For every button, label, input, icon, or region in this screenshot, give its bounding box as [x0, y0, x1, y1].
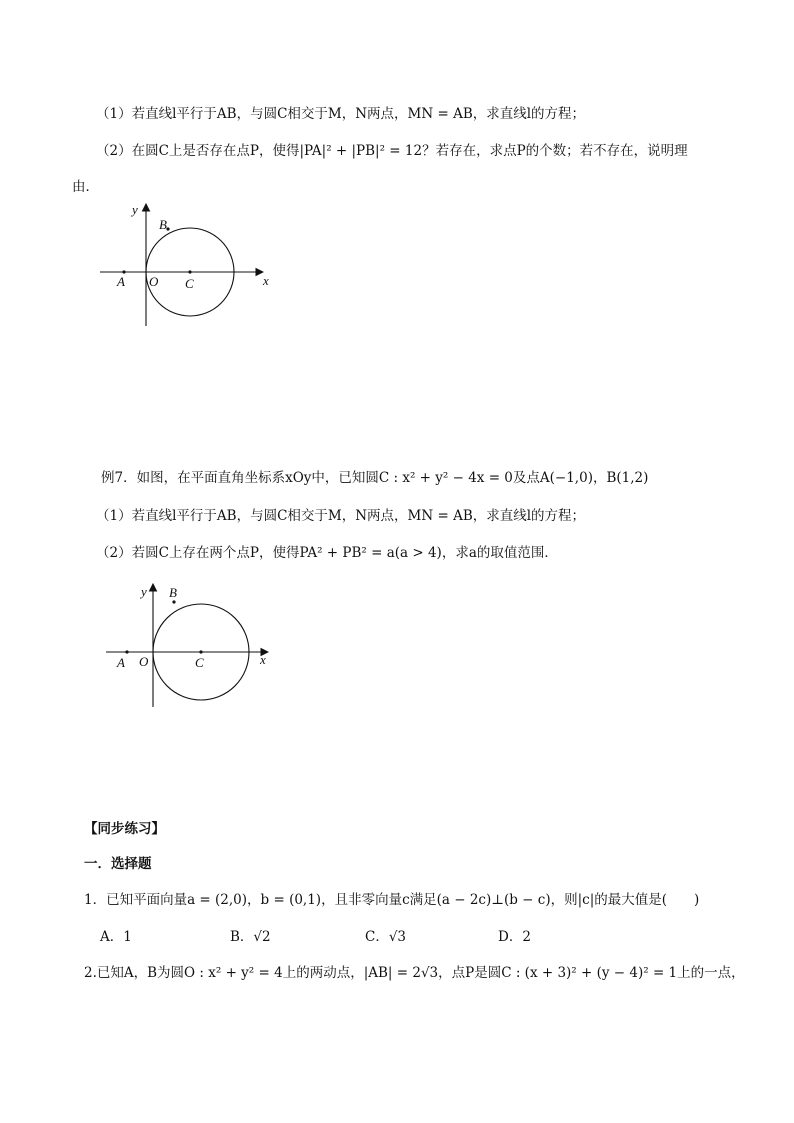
ex6-figure — [95, 198, 285, 333]
option-c: C．√3 — [365, 929, 407, 945]
problem-1: 1．已知平面向量a = (2,0)，b = (0,1)，且非零向量c满足(a − 2c)⊥(b − c)，则|c|的最大值是( ) — [84, 892, 700, 908]
problem-2: 2.已知A，B为圆O : x² + y² = 4上的两动点，|AB| = 2√3，点P是圆C : (x + 3)² + (y − 4)² = 1上的一点， — [84, 965, 745, 981]
label-o: O — [149, 274, 159, 289]
option-a: A．1 — [100, 929, 132, 945]
ex7-question-1: （1）若直线l平行于AB，与圆C相交于M，N两点，MN = AB，求直线l的方程； — [96, 508, 586, 524]
ex6-question-2-line1: （2）在圆C上是否存在点P，使得|PA|² + |PB|² = 12？若存在，求点P的个数；若不存在，说明理 — [96, 143, 688, 159]
label-b: B — [169, 585, 177, 600]
label-b: B — [159, 217, 167, 232]
point-c — [188, 270, 191, 273]
ex7-stem: 例7．如图，在平面直角坐标系xOy中，已知圆C : x² + y² − 4x = 0及点A(−1,0)，B(1,2) — [101, 470, 649, 486]
ex7-figure — [103, 580, 293, 715]
point-b — [172, 600, 175, 603]
section-heading: 一．选择题 — [84, 856, 152, 872]
ex7-question-2: （2）若圆C上存在两个点P，使得PA² + PB² = a(a > 4)，求a的取值范围． — [96, 545, 558, 561]
label-c: C — [195, 655, 204, 670]
label-o: O — [139, 654, 149, 669]
label-c: C — [185, 276, 194, 291]
practice-heading: 【同步练习】 — [84, 821, 165, 837]
ex6-question-1: （1）若直线l平行于AB，与圆C相交于M，N两点，MN = AB，求直线l的方程； — [96, 106, 586, 122]
label-a: A — [117, 655, 125, 670]
point-a — [125, 650, 128, 653]
option-d: D．2 — [498, 929, 531, 945]
ex6-question-2-line2: 由． — [72, 179, 99, 195]
label-a: A — [117, 274, 125, 289]
label-y: y — [141, 584, 147, 599]
label-x: x — [263, 273, 269, 288]
option-b: B．√2 — [230, 929, 271, 945]
point-c — [199, 650, 202, 653]
label-y: y — [132, 202, 138, 217]
label-x: x — [260, 652, 266, 667]
